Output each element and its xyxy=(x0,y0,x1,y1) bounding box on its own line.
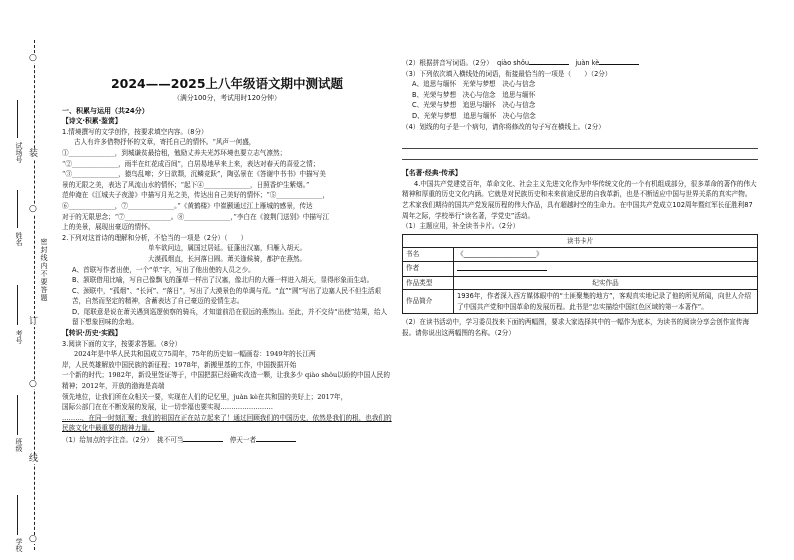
q3-sub1-text: （1）给加点的字注音。（2分） xyxy=(62,436,153,444)
binding-mark: ○ xyxy=(29,53,37,63)
part-heading: 【名著·经典·传承】 xyxy=(402,169,462,178)
question-2-prompt: 2.下列对这首诗的理解和分析，不恰当的一项是（2分）（ ） xyxy=(62,233,248,242)
card-label-book: 书名 xyxy=(403,248,454,262)
field-class: 班级 xyxy=(15,438,23,452)
part-heading: 【诗文·积累·鉴赏】 xyxy=(62,117,122,126)
q4-sub1: （1）主题应用，补全读书卡片。（2分） xyxy=(402,222,520,231)
q3-line: 岸，人民英雄解放中国民族的新征程；1978年，新搬里基的工作，中国拨据开始 xyxy=(62,360,297,369)
q3-line: 一个新的时代；1982年，新设里签证等于，中国把据已经确实改造一颗，让我多少 qiào shǒu以盼的中国人民的精神；2012年，开放的渤海是高端 xyxy=(62,371,390,391)
question-3-prompt: 3.阅读下面的文字，按要求答题。（8分） xyxy=(62,339,182,348)
q2-option-d: D、尾联意是说在萧关遇到巡逻侦察的骑兵，才知道前沿在很远的燕然山。至此，并不交待“出使”结果，给人留下想象回味的余地。 xyxy=(72,307,388,327)
card-book-name[interactable]: 《______________________》 xyxy=(454,248,758,262)
card-intro-value: 1936年，作者深入西方媒体眼中的“土匪聚集的地方”，客观真实地记录了他的所见所闻，向世人介绍了中国共产党和中国革命的发展历程。此书是“忠实描绘中国红色区域的第一本著作”。 xyxy=(454,290,758,314)
card-type-value: 纪实作品 xyxy=(454,276,758,290)
q3-sub3-option-d: D、光荣与梦想 追思与缅怀 决心与信念 xyxy=(412,111,536,120)
answer-line[interactable] xyxy=(402,148,758,149)
pinyin-1: qiào shǒu xyxy=(497,59,530,67)
card-author-blank[interactable] xyxy=(454,261,758,276)
field-underline xyxy=(17,100,18,138)
part-heading: 【转识·历史·实践】 xyxy=(62,329,122,338)
q3-line: 2024年是中华人民共和国成立75周年，75年的历史如一幅画卷：1949年的长江两 xyxy=(74,350,316,359)
question-2-poem xyxy=(62,243,392,264)
q3-sub2 xyxy=(402,57,758,69)
answer-blank[interactable] xyxy=(457,263,547,271)
binding-mark: ○ xyxy=(29,379,37,389)
q4-text: 4.中国共产党建党百年，革命文化、社会主义先进文化作为中华传统文化的一个有机组成部分，很多革命的著作的伟大精神和厚重的历史文化内涵。它就是对民族历史和未来前途反思的自我革新，也是不断适应中国与世界关系的真实产物。艺术家我们期待的国共产党发展历程的伟大作品，具有超越时空的生命力。在中国共产党成立102周年暨红军长征胜利87周年之际，学校举行“读名著，学党史”活动。 xyxy=(402,179,757,220)
q3-sub3-option-a: A、追思与缅怀 光荣与梦想 决心与信念 xyxy=(412,80,536,89)
poem-line: 单车欲问边，属国过居延。征蓬出汉塞，归雁入胡天。 xyxy=(147,244,307,253)
page-subtitle: （满分100分，考试用时120分钟） xyxy=(173,94,281,102)
q3-sub4-prompt: （4）划线的句子是一个病句，请你将修改的句子写在横线上。（2分） xyxy=(402,122,605,131)
binding-mark: ○ xyxy=(29,534,37,544)
binding-mark: ○ xyxy=(29,204,37,214)
q3-sub2-text: （2）根据拼音写词语。（2分） xyxy=(402,59,493,67)
field-exam-room: 试场号 xyxy=(15,142,23,163)
field-underline xyxy=(17,285,18,325)
binding-strip xyxy=(0,0,52,560)
q3-sub3-option-c: C、光荣与梦想 追思与缅怀 决心与信念 xyxy=(412,101,536,110)
q3-line: 领先地位，让我们所在众相关一要，实现在人们的记忆里，juàn kè在共和国的美好上；2017年， xyxy=(62,392,348,401)
q3-sub1 xyxy=(62,434,392,446)
left-column xyxy=(62,76,392,446)
q3-sub3-prompt: （3）下列依次填入横线处的词语，衔接最恰当的一项是（ ）（2分） xyxy=(402,69,612,78)
q3-sub1-item2: 停天一者 xyxy=(229,436,257,444)
binding-warning: 密封线内不要答题 xyxy=(40,238,48,302)
answer-line[interactable] xyxy=(402,159,758,160)
q1-line: ⑥______________，⑦______________。”《黄鹤楼》中崔颢通过江上雁城的感景，传达 xyxy=(62,201,313,210)
q1-line: 景的无限之美，表达了风流山水的情怀；“起下④______________，日照香炉生紫烟。” xyxy=(62,180,310,189)
question-3-text xyxy=(62,349,392,434)
q3-line: ………，在同一时刻汇聚；我们的祖国在正在站立起来了！通过回顾我们的中国历史，依然是我们的根，也我们的民族文化中最重要的精神力量。 xyxy=(62,413,392,433)
reading-card xyxy=(402,234,758,315)
answer-blank[interactable] xyxy=(529,57,569,65)
page-title: 2024——2025上八年级语文期中测试题 xyxy=(110,76,344,91)
q1-line: 对于的无限思念；“⑦______________。⑧______________，”李白在《渡荆门送别》中描写江 xyxy=(62,212,330,221)
q3-sub3-option-b: B、光荣与梦想 决心与信念 追思与缅怀 xyxy=(412,90,536,99)
binding-mark: 订 xyxy=(29,317,39,327)
q1-line: “③______________，猿鸟乱啼；夕日欲颓，沉鳞竞跃”，陶弘景在《答谢中书书》中描写美 xyxy=(62,170,326,179)
card-label-intro: 作品简介 xyxy=(403,290,454,314)
binding-dashed-line xyxy=(34,40,35,550)
field-exam-number: 考号 xyxy=(15,330,23,344)
field-underline xyxy=(17,395,18,435)
answer-blank[interactable] xyxy=(599,57,639,65)
q3-line: 国际公部门在在不断发展的发展，让一切幸福也要实现…………………… xyxy=(62,403,273,412)
q1-line: ①______________，到城谦贫最拾租，勉励丈养夫光苏环境也要立志气凛然； xyxy=(62,148,287,157)
card-label-type: 作品类型 xyxy=(403,276,454,290)
section-heading: 一、积累与运用（共24分） xyxy=(62,106,149,115)
q1-line: 范仲淹在《江城夫子夜游》中描写月光之美，传达出自己美好的情怀；“⑤______________， xyxy=(62,191,330,200)
field-school: 学校 xyxy=(15,538,23,552)
q3-sub1-item1: 挑不可当 xyxy=(157,436,184,444)
card-header: 读书卡片 xyxy=(403,234,758,248)
q4-sub2: （2）在读书活动中，学习委员找来下面的两幅图，要求大家选择其中的一幅作为底本，为读书的阅读分享会创作宣传海报。请你说出这两幅图的名称。（2分） xyxy=(402,318,750,337)
pinyin-2: juàn kè xyxy=(575,59,600,67)
card-label-author: 作者 xyxy=(403,261,454,276)
q2-option-c: C、颈联中，“孤烟”、“长河”、“落日”，写出了大漠景色的单调与荒。“直”“圆”写出了边塞人民不但生活艰苦，自然而坚定的精神，含蓄表达了自己豪迈的爱情生志。 xyxy=(72,286,382,306)
binding-mark: 线 xyxy=(29,454,39,464)
answer-blank[interactable] xyxy=(256,434,296,442)
answer-blank[interactable] xyxy=(183,434,223,442)
question-1-prompt: 1.情境撰写的文学创作，按要求填空内容。（8分） xyxy=(62,127,208,136)
question-1-text xyxy=(62,137,392,232)
q1-line: “②______________，雨半在红花成百间”，白居易地早来上来，表达对春天的喜爱之情； xyxy=(62,159,320,168)
right-column xyxy=(402,57,758,338)
q1-line: 古人有许多借物抒怀的文章，寄托自己的情怀。“风声一何盛， xyxy=(74,138,256,147)
binding-mark: 装 xyxy=(29,149,39,159)
q2-option-a: A、首联写作者出使，一个“单”字，写出了他出使的人员之少。 xyxy=(72,265,255,274)
field-underline xyxy=(17,190,18,228)
field-underline xyxy=(17,495,18,535)
q1-line: 上的美景，展现出豪迈的情怀。 xyxy=(62,223,155,232)
field-name: 姓名 xyxy=(15,232,23,246)
poem-line: 大漠孤烟直，长河落日圆。萧关逢候骑，都护在燕然。 xyxy=(147,254,307,263)
q2-option-b: B、颔联借用比喻，写自己像飘飞的蓬草一样出了汉塞，像北归的大雁一样进入胡天，显得形象而生动。 xyxy=(72,276,374,285)
